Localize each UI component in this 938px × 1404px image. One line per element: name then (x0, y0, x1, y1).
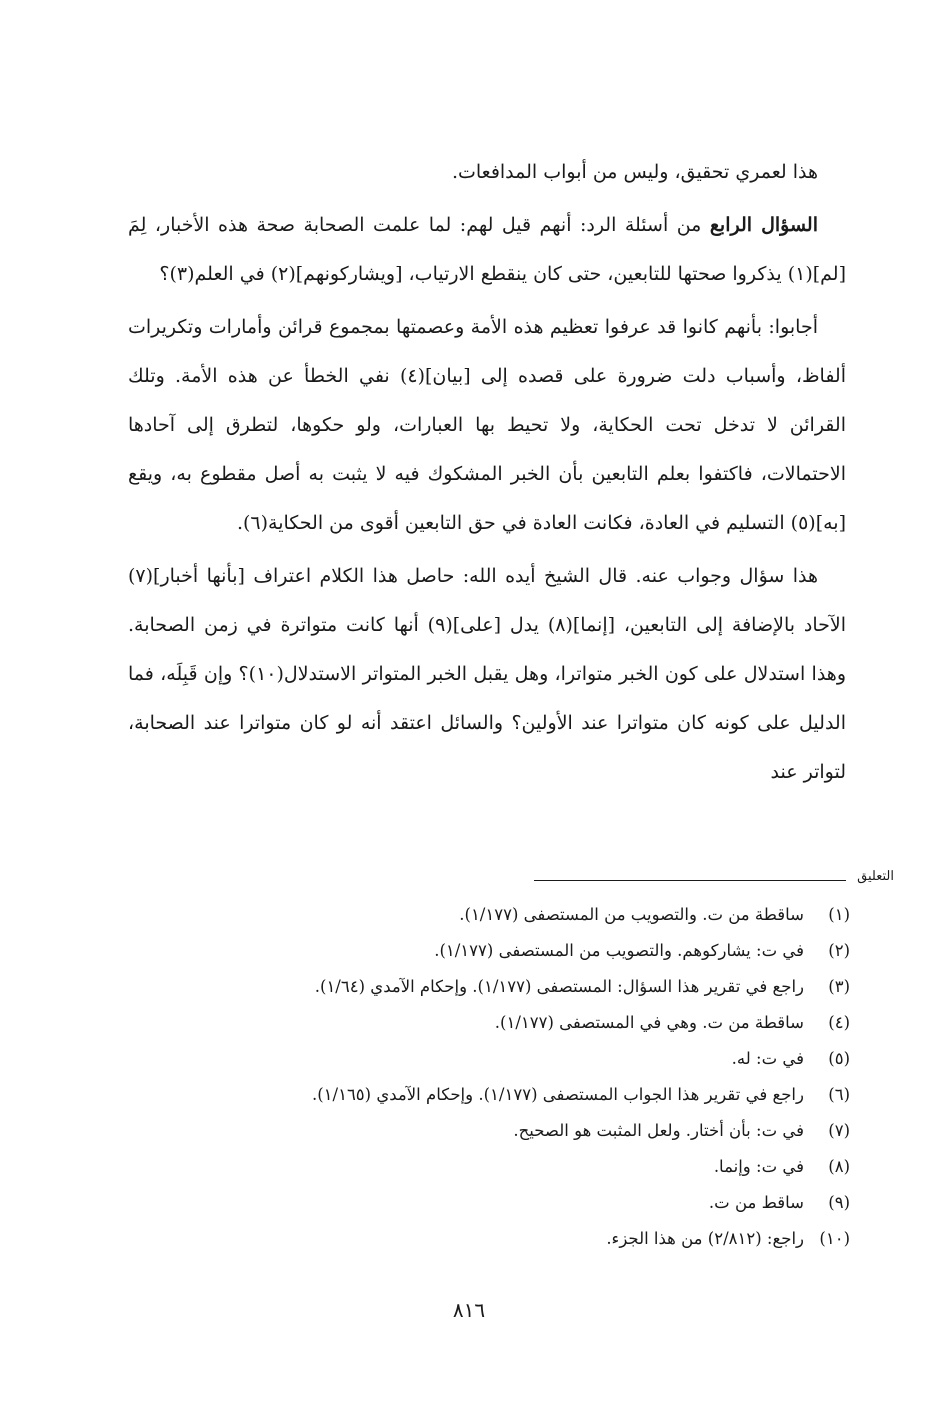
footnote-item (110, 1041, 850, 1077)
footnote-item (110, 1185, 850, 1221)
footnote-text: في ت: بأن أختار. ولعل المثبت هو الصحيح. (513, 1121, 804, 1140)
footnotes-list (110, 897, 850, 1257)
paragraph-4 (128, 552, 846, 797)
paragraph-text: هذا سؤال وجواب عنه. قال الشيخ أيده الله: حاصل هذا الكلام اعتراف [بأنها أخبار](٧) الآحاد بالإضافة إلى التابعين، [إنما](٨) يدل [على](٩) أنها كانت متواترة في زمن الصحابة. وهذا استدلال على كون الخبر متواترا، وهل يقبل الخبر المتواتر الاستدلال(١٠)؟ وإن قَبِلَه، فما الدليل على كونه كان متواترا عند الأولين؟ والسائل اعتقد أنه لو كان متواترا عند الصحابة، لتواتر عند (128, 565, 847, 783)
footnote-text: ساقط من ت. (708, 1193, 804, 1212)
footnote-number: (٨) (828, 1157, 850, 1176)
footnote-item (110, 1005, 850, 1041)
footnote-text: راجع في تقرير هذا الجواب المستصفى (١/١٧٧). وإحكام الآمدي (١/١٦٥). (311, 1085, 804, 1104)
page-number: ٨١٦ (452, 1298, 486, 1322)
paragraph-1 (128, 148, 846, 197)
footnote-item (110, 933, 850, 969)
footnote-text: في ت: له. (731, 1049, 804, 1068)
footnote-divider (534, 880, 846, 881)
paragraph-text: من أسئلة الرد: أنهم قيل لهم: لما علمت الصحابة صحة هذه الأخبار، لِمَ [لم](١) يذكروا صحتها للتابعين، حتى كان ينقطع الارتياب، [ويشاركونهم](٢) في العلم(٣)؟ (128, 214, 846, 285)
footnote-number: (١) (828, 905, 850, 924)
footnote-item (110, 1077, 850, 1113)
footnote-number: (٩) (828, 1193, 850, 1212)
main-text (128, 148, 846, 801)
footnote-item (110, 1221, 850, 1257)
footnote-number: (٤) (828, 1013, 850, 1032)
footnote-text: راجع: (٢/٨١٢) من هذا الجزء. (606, 1229, 804, 1248)
footnote-number: (٦) (828, 1085, 850, 1104)
paragraph-text: هذا لعمري تحقيق، وليس من أبواب المدافعات. (451, 161, 818, 183)
footnote-text: في ت: يشاركوهم. والتصويب من المستصفى (١/١٧٧). (434, 941, 804, 960)
footnote-text: ساقطة من ت. وهي في المستصفى (١/١٧٧). (494, 1013, 804, 1032)
footnote-number: (٣) (828, 977, 850, 996)
footnote-text: في ت: وإنما. (713, 1157, 804, 1176)
paragraph-3 (128, 303, 846, 548)
footnote-number: (١٠) (819, 1229, 850, 1248)
footnote-number: (٧) (828, 1121, 850, 1140)
footnote-item (110, 969, 850, 1005)
footnote-item (110, 1149, 850, 1185)
footnote-number: (٢) (828, 941, 850, 960)
footnote-number: (٥) (828, 1049, 850, 1068)
footnote-text: ساقطة من ت. والتصويب من المستصفى (١/١٧٧). (459, 905, 804, 924)
question-heading: السؤال الرابع (709, 214, 818, 236)
paragraph-text: أجابوا: بأنهم كانوا قد عرفوا تعظيم هذه الأمة وعصمتها بمجموع قرائن وأمارات وتكريرات ألفاظ، وأسباب دلت ضرورة على قصده إلى [بيان](٤) نفي الخطأ عن هذه الأمة. وتلك القرائن لا تدخل تحت الحكاية، ولا تحيط بها العبارات، ولو حكوها، لتطرق إلى آحادها الاحتمالات، فاكتفوا بعلم التابعين بأن الخبر المشكوك فيه لا يثبت به أصل مقطوع به، ويقع [به](٥) التسليم في العادة، فكانت العادة في حق التابعين أقوى من الحكاية(٦). (128, 316, 846, 534)
footnote-item (110, 897, 850, 933)
paragraph-2 (128, 201, 846, 299)
footnote-text: راجع في تقرير هذا السؤال: المستصفى (١/١٧٧). وإحكام الآمدي (١/٦٤). (314, 977, 804, 996)
footnotes-label: التعليق (857, 869, 894, 884)
footnote-item (110, 1113, 850, 1149)
